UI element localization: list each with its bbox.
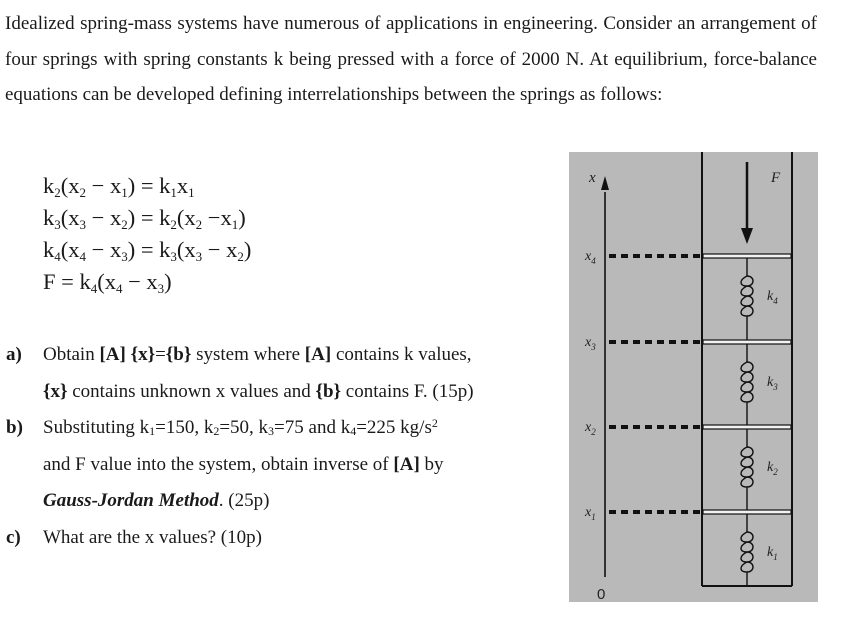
question-a-line-2: {x} contains unknown x values and {b} contains F. (15p) bbox=[43, 380, 474, 402]
k4-label: $k_4$ bbox=[767, 289, 778, 306]
k3-label: $k_3$ bbox=[767, 375, 778, 392]
figure-background bbox=[569, 152, 818, 602]
spring-system-figure bbox=[569, 152, 818, 602]
force-balance-equations bbox=[43, 170, 251, 298]
question-a-letter: a) bbox=[6, 344, 22, 365]
question-a bbox=[6, 337, 546, 410]
x4-label: $x_4$ bbox=[585, 249, 596, 266]
equation-2: $k_3(x_3 - x_2) = k_2(x_2 -x_1)$ bbox=[43, 205, 246, 232]
question-b-line-2: and F value into the system, obtain inverse of [A] by bbox=[43, 453, 444, 475]
question-b bbox=[6, 410, 546, 520]
question-b-line-1: Substituting $k_1=150$, $k_2=50$, $k_3=75$ and $k_4=225$ $kg/s^2$ bbox=[43, 416, 438, 438]
question-b-letter: b) bbox=[6, 417, 23, 438]
question-c bbox=[6, 520, 546, 557]
plate-x3 bbox=[703, 340, 791, 344]
problem-statement: Idealized spring-mass systems have numerous of applications in engineering. Consider an arrangement of four springs with spring constants k being pressed with a force of 2000 N. At equilibrium, force-balance equations can be developed defining interrelationships between the springs as follows: bbox=[5, 13, 817, 105]
question-b-line-3: Gauss-Jordan Method. (25p) bbox=[43, 490, 270, 511]
x2-label: $x_2$ bbox=[585, 420, 596, 437]
question-list bbox=[6, 337, 546, 556]
origin-label: 0 bbox=[597, 586, 606, 602]
equation-4: $F = k_4(x_4 - x_3)$ bbox=[43, 269, 172, 296]
plate-x4 bbox=[703, 254, 791, 258]
k2-label: $k_2$ bbox=[767, 460, 778, 477]
equation-1: $k_2(x_2 - x_1) = k_1x_1$ bbox=[43, 173, 195, 200]
x-axis-label: x bbox=[589, 170, 596, 186]
plate-x2 bbox=[703, 425, 791, 429]
force-label: F bbox=[771, 170, 781, 186]
equation-3: $k_4(x_4 - x_3) = k_3(x_3 - x_2)$ bbox=[43, 237, 252, 264]
plate-x1 bbox=[703, 510, 791, 514]
question-c-letter: c) bbox=[6, 526, 21, 548]
question-a-line-1: Obtain [A] {x}={b} system where [A] contains k values, bbox=[43, 344, 472, 365]
question-c-line-1: What are the x values? (10p) bbox=[43, 526, 262, 548]
spring-diagram bbox=[569, 152, 818, 602]
x3-label: $x_3$ bbox=[585, 335, 596, 352]
x1-label: $x_1$ bbox=[585, 505, 596, 522]
k1-label: $k_1$ bbox=[767, 545, 778, 562]
